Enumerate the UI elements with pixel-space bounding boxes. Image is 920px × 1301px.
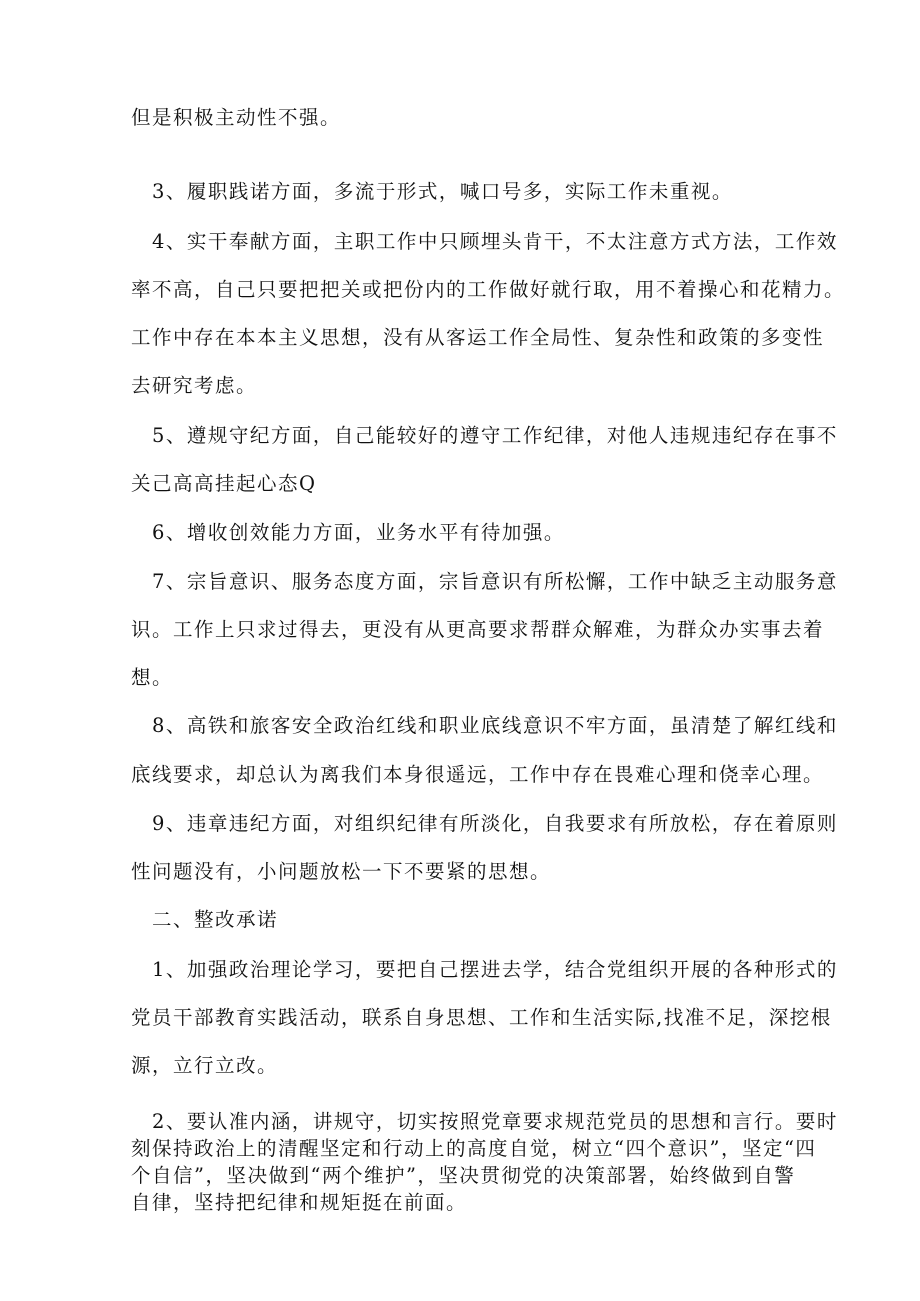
paragraph-line: 个自信”，坚决做到“两个维护”，坚决贯彻党的决策部署，始终做到自警 <box>131 1164 796 1187</box>
paragraph-line: 自律，坚持把纪律和规矩挺在前面。 <box>131 1191 468 1214</box>
paragraph-line: 6、增收创效能力方面，业务水平有待加强。 <box>152 521 565 544</box>
paragraph-line: 识。工作上只求过得去，更没有从更高要求帮群众解难，为群众办实事去着 <box>131 618 825 641</box>
paragraph-line: 党员干部教育实践活动，联系自身思想、工作和生活实际,找准不足，深挖根 <box>131 1006 832 1029</box>
paragraph-line: 去研究考虑。 <box>131 374 258 397</box>
paragraph-line: 底线要求，却总认为离我们本身很遥远，工作中存在畏难心理和侥幸心理。 <box>131 763 825 786</box>
paragraph-line: 源，立行立改。 <box>131 1054 279 1077</box>
paragraph-line: 性问题没有，小问题放松一下不要紧的思想。 <box>131 860 552 883</box>
paragraph-line: 9、违章违纪方面，对组织纪律有所淡化，自我要求有所放松，存在着原则 <box>152 812 838 835</box>
paragraph-line: 7、宗旨意识、服务态度方面，宗旨意识有所松懈，工作中缺乏主动服务意 <box>152 570 838 593</box>
paragraph-line: 工作中存在本本主义思想，没有从客运工作全局性、复杂性和政策的多变性 <box>131 326 825 349</box>
paragraph-line: 5、遵规守纪方面，自己能较好的遵守工作纪律，对他人违规违纪存在事不 <box>152 424 838 447</box>
paragraph-line: 1、加强政治理论学习，要把自己摆进去学，结合党组织开展的各种形式的 <box>152 958 838 981</box>
paragraph-line: 刻保持政治上的清醒坚定和行动上的高度自觉，树立“四个意识”，坚定“四 <box>131 1137 817 1160</box>
paragraph-line: 但是积极主动性不强。 <box>131 106 342 129</box>
paragraph-line: 4、实干奉献方面，主职工作中只顾埋头肯干，不太注意方式方法，工作效 <box>152 230 838 253</box>
paragraph-line: 3、履职践诺方面，多流于形式，喊口号多，实际工作未重视。 <box>152 180 733 203</box>
section-heading: 二、整改承诺 <box>152 908 279 931</box>
paragraph-line: 关己高高挂起心态Q <box>131 472 317 495</box>
paragraph-line: 2、要认准内涵，讲规守，切实按照党章要求规范党员的思想和言行。要时 <box>152 1110 838 1133</box>
paragraph-line: 率不高，自己只要把把关或把份内的工作做好就行取，用不着操心和花精力。 <box>131 278 846 301</box>
paragraph-line: 想。 <box>131 666 174 689</box>
paragraph-line: 8、高铁和旅客安全政治红线和职业底线意识不牢方面，虽清楚了解红线和 <box>152 714 838 737</box>
